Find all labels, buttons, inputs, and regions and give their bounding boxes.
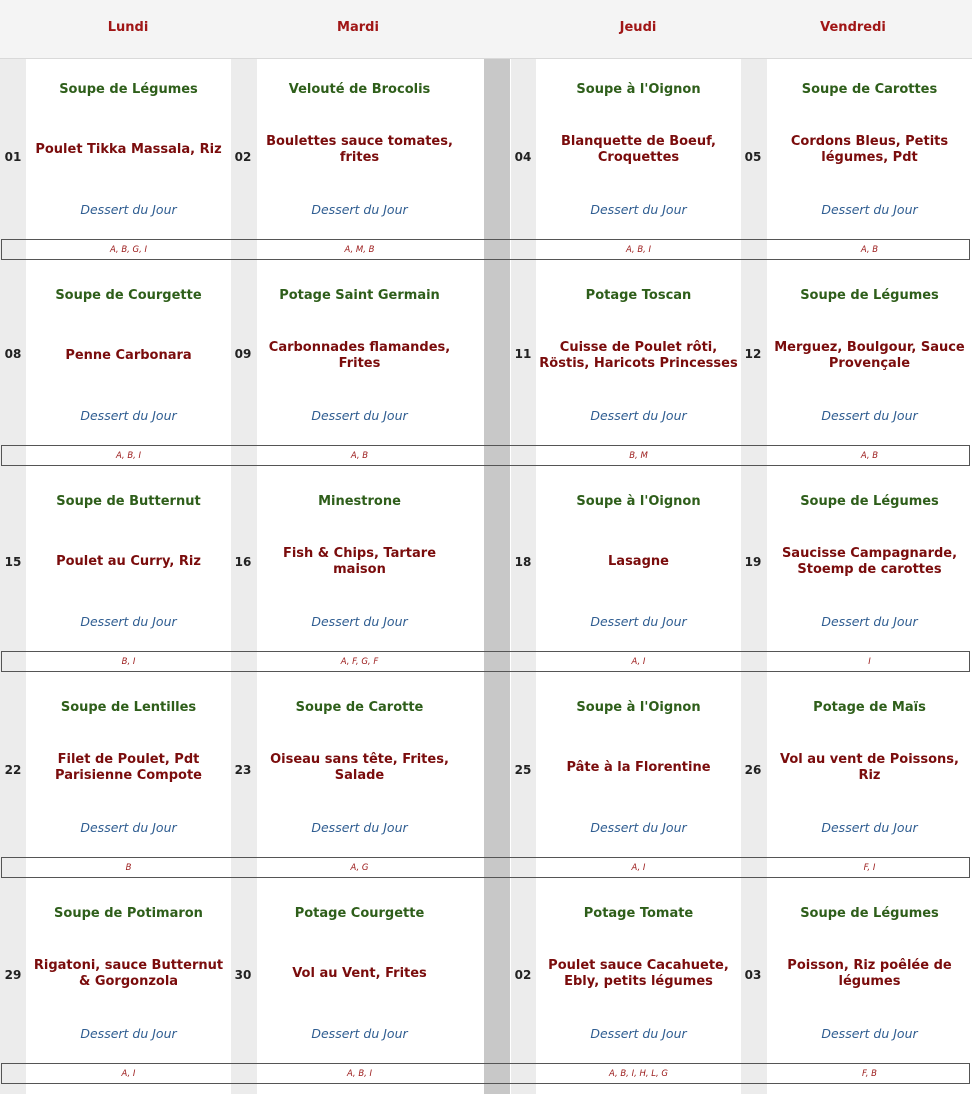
dessert: Dessert du Jour <box>821 1026 918 1041</box>
main-dish: Saucisse Campagnarde, Stoemp de carottes <box>781 546 958 577</box>
main-dish: Poisson, Riz poêlée de légumes <box>787 958 952 989</box>
main-dish: Oiseau sans tête, Frites, Salade <box>270 752 449 783</box>
day-number: 22 <box>4 763 22 777</box>
day-number: 26 <box>744 763 762 777</box>
main-dish: Cordons Bleus, Petits légumes, Pdt <box>790 134 949 165</box>
day-header-jeudi: Jeudi <box>619 20 657 35</box>
day-number: 25 <box>514 763 532 777</box>
soup: Minestrone <box>318 494 401 509</box>
soup: Potage Tomate <box>583 906 694 921</box>
dessert: Dessert du Jour <box>311 614 408 629</box>
main-dish: Pâte à la Florentine <box>566 760 711 775</box>
day-number: 02 <box>514 968 532 982</box>
allergen-codes: B, I <box>121 657 136 667</box>
soup: Soupe de Butternut <box>56 494 201 509</box>
day-number: 30 <box>234 968 252 982</box>
soup: Soupe de Carotte <box>295 700 424 715</box>
day-number: 03 <box>744 968 762 982</box>
soup: Potage Saint Germain <box>279 288 440 303</box>
soup: Potage Toscan <box>585 288 692 303</box>
soup: Soupe de Potimaron <box>54 906 203 921</box>
allergen-codes: F, I <box>863 863 876 873</box>
main-dish: Vol au vent de Poissons, Riz <box>779 752 959 783</box>
day-number: 11 <box>514 347 532 361</box>
day-number: 05 <box>744 150 762 164</box>
allergen-codes: A, B <box>860 245 879 255</box>
allergen-codes: A, B, I <box>625 245 652 255</box>
dessert: Dessert du Jour <box>80 820 177 835</box>
soup: Soupe de Légumes <box>800 906 939 921</box>
main-dish: Carbonnades flamandes, Frites <box>268 340 451 371</box>
main-dish: Poulet sauce Cacahuete, Ebly, petits légumes <box>548 958 729 989</box>
allergen-codes: A, B, I <box>346 1069 373 1079</box>
dessert: Dessert du Jour <box>821 408 918 423</box>
week-row <box>0 59 972 265</box>
day-number: 19 <box>744 555 762 569</box>
allergen-codes: A, I <box>631 657 646 667</box>
day-number: 04 <box>514 150 532 164</box>
allergen-codes: F, B <box>861 1069 878 1079</box>
main-dish: Boulettes sauce tomates, frites <box>266 134 453 165</box>
day-number: 23 <box>234 763 252 777</box>
dessert: Dessert du Jour <box>590 202 687 217</box>
day-header-mardi: Mardi <box>337 20 379 35</box>
soup: Soupe de Légumes <box>800 494 939 509</box>
main-dish: Poulet au Curry, Riz <box>56 554 201 569</box>
dessert: Dessert du Jour <box>80 202 177 217</box>
dessert: Dessert du Jour <box>80 408 177 423</box>
main-dish: Poulet Tikka Massala, Riz <box>35 142 222 157</box>
soup: Soupe de Lentilles <box>60 700 197 715</box>
soup: Soupe à l'Oignon <box>576 82 701 97</box>
day-number: 08 <box>4 347 22 361</box>
dessert: Dessert du Jour <box>821 614 918 629</box>
soup: Soupe de Carottes <box>801 82 938 97</box>
soup: Soupe de Légumes <box>59 82 198 97</box>
allergen-codes: I <box>868 657 871 667</box>
dessert: Dessert du Jour <box>80 1026 177 1041</box>
allergen-codes: A, B, I, H, L, G <box>608 1069 669 1079</box>
day-number: 12 <box>744 347 762 361</box>
soup: Soupe à l'Oignon <box>576 494 701 509</box>
day-number: 15 <box>4 555 22 569</box>
dessert: Dessert du Jour <box>590 614 687 629</box>
week-header <box>0 0 972 59</box>
allergen-codes: A, M, B <box>344 245 375 255</box>
dessert: Dessert du Jour <box>821 202 918 217</box>
main-dish: Vol au Vent, Frites <box>292 966 427 981</box>
allergen-codes: A, B <box>860 451 879 461</box>
allergen-codes: B <box>125 863 132 873</box>
allergen-codes: A, B, G, I <box>109 245 148 255</box>
main-dish: Cuisse de Poulet rôti, Röstis, Haricots Princesses <box>539 340 738 371</box>
allergen-codes: A, I <box>631 863 646 873</box>
soup: Soupe de Courgette <box>55 288 202 303</box>
day-number: 09 <box>234 347 252 361</box>
dessert: Dessert du Jour <box>311 408 408 423</box>
week-row <box>0 265 972 471</box>
dessert: Dessert du Jour <box>311 202 408 217</box>
allergen-codes: A, B <box>350 451 369 461</box>
main-dish: Rigatoni, sauce Butternut & Gorgonzola <box>33 958 224 989</box>
day-number: 16 <box>234 555 252 569</box>
dessert: Dessert du Jour <box>821 820 918 835</box>
main-dish: Fish & Chips, Tartare maison <box>282 546 437 577</box>
dessert: Dessert du Jour <box>590 1026 687 1041</box>
week-row <box>0 677 972 883</box>
day-number: 01 <box>4 150 22 164</box>
allergen-codes: A, G <box>350 863 369 873</box>
day-number: 18 <box>514 555 532 569</box>
main-dish: Lasagne <box>608 554 669 569</box>
main-dish: Merguez, Boulgour, Sauce Provençale <box>774 340 965 371</box>
dessert: Dessert du Jour <box>590 820 687 835</box>
week-row <box>0 471 972 677</box>
allergen-codes: A, I <box>121 1069 136 1079</box>
soup: Soupe de Légumes <box>800 288 939 303</box>
day-header-vendredi: Vendredi <box>820 20 886 35</box>
dessert: Dessert du Jour <box>590 408 687 423</box>
week-row <box>0 883 972 1089</box>
dessert: Dessert du Jour <box>80 614 177 629</box>
day-number: 29 <box>4 968 22 982</box>
day-number: 02 <box>234 150 252 164</box>
allergen-codes: A, B, I <box>115 451 142 461</box>
main-dish: Penne Carbonara <box>65 348 192 363</box>
main-dish: Blanquette de Boeuf, Croquettes <box>561 134 716 165</box>
soup: Velouté de Brocolis <box>288 82 431 97</box>
dessert: Dessert du Jour <box>311 1026 408 1041</box>
dessert: Dessert du Jour <box>311 820 408 835</box>
soup: Potage de Maïs <box>813 700 926 715</box>
allergen-codes: B, M <box>629 451 648 461</box>
day-header-lundi: Lundi <box>107 20 149 35</box>
soup: Soupe à l'Oignon <box>576 700 701 715</box>
main-dish: Filet de Poulet, Pdt Parisienne Compote <box>55 752 202 783</box>
allergen-codes: A, F, G, F <box>340 657 379 667</box>
soup: Potage Courgette <box>294 906 425 921</box>
